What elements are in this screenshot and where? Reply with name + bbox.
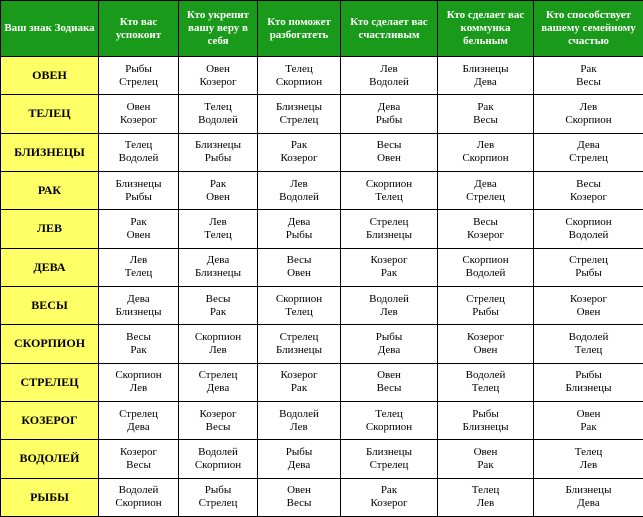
sign-name: Скорпион <box>565 215 612 228</box>
sign-name: Водолей <box>279 407 319 420</box>
header-happiness: Кто сделает вас счастливым <box>341 1 438 57</box>
sign-name: Лев <box>579 458 598 471</box>
sign-name: Скорпион <box>565 113 612 126</box>
cell-faith <box>179 133 258 171</box>
sign-name: Рыбы <box>285 228 313 241</box>
cell-faith <box>179 248 258 286</box>
sign-name: Стрелец <box>569 152 608 165</box>
cell-sociability <box>438 248 534 286</box>
sign-name: Овен <box>287 267 311 280</box>
sign-name: Близнецы <box>195 139 241 152</box>
sign-name: Весы <box>205 420 231 433</box>
cell-sociability <box>438 57 534 95</box>
sign-name: Лев <box>476 139 495 152</box>
sign-name: Козерог <box>280 369 318 382</box>
cell-calm <box>99 401 179 439</box>
sign-name: Овен <box>377 152 401 165</box>
cell-wealth <box>258 171 341 209</box>
cell-faith <box>179 325 258 363</box>
zodiac-sign-cell: ОВЕН <box>1 57 99 95</box>
sign-name: Водолей <box>118 484 159 497</box>
sign-name: Лев <box>209 343 227 356</box>
sign-name: Рыбы <box>125 190 152 203</box>
header-row <box>1 1 643 57</box>
sign-name: Весы <box>126 458 151 471</box>
zodiac-sign-cell: ВОДОЛЕЙ <box>1 440 99 478</box>
sign-name: Скорпион <box>365 420 413 433</box>
sign-name: Козерог <box>466 228 505 241</box>
cell-sociability <box>438 478 534 516</box>
sign-name: Овен <box>287 484 311 497</box>
cell-happiness <box>341 210 438 248</box>
cell-sociability <box>438 95 534 133</box>
sign-name: Весы <box>473 113 498 126</box>
sign-name: Стрелец <box>198 497 238 510</box>
zodiac-sign-cell: ДЕВА <box>1 248 99 286</box>
sign-name: Овен <box>576 407 601 420</box>
sign-name: Лев <box>129 254 148 267</box>
sign-name: Рак <box>477 100 494 113</box>
sign-name: Рыбы <box>472 305 499 318</box>
zodiac-sign-cell: СТРЕЛЕЦ <box>1 363 99 401</box>
cell-calm <box>99 171 179 209</box>
cell-happiness <box>341 401 438 439</box>
sign-name: Телец <box>285 62 313 75</box>
sign-name: Телец <box>375 407 403 420</box>
sign-name: Близнецы <box>366 445 412 458</box>
cell-calm <box>99 210 179 248</box>
cell-sociability <box>438 401 534 439</box>
cell-happiness <box>341 248 438 286</box>
sign-name: Овен <box>206 62 230 75</box>
sign-name: Дева <box>474 177 497 190</box>
sign-name: Рыбы <box>204 484 232 497</box>
cell-wealth <box>258 210 341 248</box>
sign-name: Скорпион <box>462 254 509 267</box>
sign-name: Рак <box>477 458 494 471</box>
sign-name: Телец <box>124 267 153 280</box>
sign-name: Рак <box>580 420 597 433</box>
cell-wealth <box>258 133 341 171</box>
sign-name: Весы <box>376 139 402 152</box>
cell-wealth <box>258 57 341 95</box>
cell-wealth <box>258 363 341 401</box>
sign-name: Дева <box>206 254 230 267</box>
sign-name: Лев <box>290 177 308 190</box>
cell-happiness <box>341 95 438 133</box>
sign-name: Скорпион <box>115 497 162 510</box>
cell-calm <box>99 478 179 516</box>
sign-name: Весы <box>286 254 312 267</box>
sign-name: Рак <box>290 139 308 152</box>
sign-name: Телец <box>574 445 603 458</box>
cell-family <box>534 286 643 324</box>
sign-name: Козерог <box>199 407 237 420</box>
cell-wealth <box>258 401 341 439</box>
sign-name: Дева <box>287 458 311 471</box>
sign-name: Близнецы <box>366 228 412 241</box>
zodiac-sign-cell: ВЕСЫ <box>1 286 99 324</box>
cell-happiness <box>341 478 438 516</box>
sign-name: Козерог <box>569 190 608 203</box>
sign-name: Скорпион <box>194 330 242 343</box>
sign-name: Близнецы <box>115 305 162 318</box>
cell-family <box>534 171 643 209</box>
cell-happiness <box>341 57 438 95</box>
cell-family <box>534 248 643 286</box>
sign-name: Дева <box>287 215 311 228</box>
zodiac-sign-cell: ТЕЛЕЦ <box>1 95 99 133</box>
sign-name: Рак <box>209 305 227 318</box>
sign-name: Весы <box>376 382 402 395</box>
header-calm: Кто вас успокоит <box>99 1 179 57</box>
cell-happiness <box>341 171 438 209</box>
cell-sociability <box>438 133 534 171</box>
sign-name: Рыбы <box>125 62 152 75</box>
sign-name: Стрелец <box>369 215 409 228</box>
cell-faith <box>179 478 258 516</box>
sign-name: Стрелец <box>119 407 158 420</box>
cell-happiness <box>341 325 438 363</box>
cell-faith <box>179 57 258 95</box>
zodiac-sign-cell: СКОРПИОН <box>1 325 99 363</box>
sign-name: Козерог <box>280 152 318 165</box>
sign-name: Лев <box>476 497 495 510</box>
zodiac-sign-cell: ЛЕВ <box>1 210 99 248</box>
table-row <box>1 248 643 286</box>
sign-name: Козерог <box>119 113 158 126</box>
table-row <box>1 325 643 363</box>
sign-name: Рыбы <box>472 407 499 420</box>
sign-name: Водолей <box>568 330 609 343</box>
sign-name: Весы <box>286 497 312 510</box>
sign-name: Овен <box>576 305 601 318</box>
sign-name: Водолей <box>465 267 506 280</box>
table-row <box>1 210 643 248</box>
sign-name: Лев <box>380 305 398 318</box>
sign-name: Козерог <box>569 292 608 305</box>
cell-wealth <box>258 248 341 286</box>
cell-sociability <box>438 363 534 401</box>
sign-name: Стрелец <box>569 254 608 267</box>
cell-family <box>534 401 643 439</box>
table-row <box>1 440 643 478</box>
sign-name: Весы <box>473 215 498 228</box>
cell-family <box>534 325 643 363</box>
cell-faith <box>179 286 258 324</box>
sign-name: Овен <box>206 190 230 203</box>
sign-name: Козерог <box>119 445 158 458</box>
sign-name: Телец <box>124 139 153 152</box>
sign-name: Водолей <box>369 292 409 305</box>
cell-calm <box>99 57 179 95</box>
sign-name: Близнецы <box>195 267 241 280</box>
sign-name: Весы <box>576 75 601 88</box>
sign-name: Стрелец <box>198 369 238 382</box>
sign-name: Лев <box>209 215 227 228</box>
cell-sociability <box>438 286 534 324</box>
sign-name: Весы <box>205 292 231 305</box>
table-row <box>1 171 643 209</box>
sign-name: Лев <box>380 62 398 75</box>
header-wealth: Кто поможет разбогатеть <box>258 1 341 57</box>
cell-calm <box>99 363 179 401</box>
cell-happiness <box>341 440 438 478</box>
cell-faith <box>179 401 258 439</box>
cell-calm <box>99 248 179 286</box>
sign-name: Стрелец <box>279 330 319 343</box>
table-header <box>1 1 643 57</box>
cell-wealth <box>258 95 341 133</box>
zodiac-sign-cell: БЛИЗНЕЦЫ <box>1 133 99 171</box>
cell-family <box>534 363 643 401</box>
sign-name: Близнецы <box>565 382 612 395</box>
header-zodiac-sign: Ваш знак Зодиака <box>1 1 99 57</box>
cell-wealth <box>258 440 341 478</box>
sign-name: Скорпион <box>194 458 242 471</box>
sign-name: Стрелец <box>279 113 319 126</box>
sign-name: Водолей <box>198 445 238 458</box>
sign-name: Дева <box>127 292 150 305</box>
cell-faith <box>179 210 258 248</box>
cell-family <box>534 478 643 516</box>
sign-name: Близнецы <box>462 420 509 433</box>
table-row <box>1 401 643 439</box>
zodiac-sign-cell: РАК <box>1 171 99 209</box>
sign-name: Лев <box>579 100 598 113</box>
sign-name: Водолей <box>198 113 238 126</box>
cell-sociability <box>438 440 534 478</box>
table-row <box>1 95 643 133</box>
sign-name: Дева <box>474 75 497 88</box>
sign-name: Скорпион <box>365 177 413 190</box>
sign-name: Рыбы <box>285 445 313 458</box>
sign-name: Рак <box>130 215 147 228</box>
sign-name: Рак <box>130 343 147 356</box>
cell-calm <box>99 286 179 324</box>
table-row <box>1 478 643 516</box>
sign-name: Скорпион <box>275 292 323 305</box>
table-row <box>1 286 643 324</box>
sign-name: Дева <box>377 100 401 113</box>
table-row <box>1 363 643 401</box>
cell-faith <box>179 95 258 133</box>
sign-name: Водолей <box>568 228 609 241</box>
sign-name: Телец <box>204 100 232 113</box>
sign-name: Рыбы <box>375 330 403 343</box>
sign-name: Овен <box>126 100 151 113</box>
sign-name: Водолей <box>465 369 506 382</box>
cell-wealth <box>258 286 341 324</box>
cell-wealth <box>258 478 341 516</box>
sign-name: Козерог <box>466 330 505 343</box>
sign-name: Рыбы <box>204 152 232 165</box>
sign-name: Близнецы <box>276 343 322 356</box>
sign-name: Телец <box>471 382 500 395</box>
cell-family <box>534 95 643 133</box>
sign-name: Лев <box>290 420 308 433</box>
sign-name: Стрелец <box>119 75 158 88</box>
sign-name: Дева <box>577 139 600 152</box>
sign-name: Стрелец <box>466 190 505 203</box>
table-row <box>1 133 643 171</box>
sign-name: Телец <box>375 190 403 203</box>
sign-name: Телец <box>204 228 232 241</box>
zodiac-sign-cell: КОЗЕРОГ <box>1 401 99 439</box>
cell-calm <box>99 133 179 171</box>
sign-name: Рыбы <box>375 113 403 126</box>
sign-name: Близнецы <box>276 100 322 113</box>
sign-name: Козерог <box>370 497 408 510</box>
header-faith: Кто укрепит вашу веру в себя <box>179 1 258 57</box>
sign-name: Овен <box>126 228 151 241</box>
sign-name: Телец <box>574 343 603 356</box>
cell-faith <box>179 171 258 209</box>
sign-name: Водолей <box>118 152 159 165</box>
sign-name: Стрелец <box>466 292 505 305</box>
cell-family <box>534 210 643 248</box>
cell-happiness <box>341 286 438 324</box>
sign-name: Телец <box>471 484 500 497</box>
sign-name: Овен <box>473 445 498 458</box>
cell-calm <box>99 325 179 363</box>
cell-calm <box>99 95 179 133</box>
sign-name: Близнецы <box>565 484 612 497</box>
cell-wealth <box>258 325 341 363</box>
cell-faith <box>179 440 258 478</box>
cell-family <box>534 440 643 478</box>
cell-sociability <box>438 325 534 363</box>
sign-name: Весы <box>576 177 601 190</box>
sign-name: Рыбы <box>575 267 602 280</box>
sign-name: Рак <box>209 177 227 190</box>
sign-name: Близнецы <box>115 177 162 190</box>
cell-happiness <box>341 133 438 171</box>
cell-faith <box>179 363 258 401</box>
sign-name: Дева <box>377 343 401 356</box>
sign-name: Рак <box>380 484 398 497</box>
sign-name: Близнецы <box>462 62 509 75</box>
sign-name: Дева <box>206 382 230 395</box>
sign-name: Козерог <box>199 75 237 88</box>
table-row <box>1 57 643 95</box>
sign-name: Рак <box>290 382 308 395</box>
cell-calm <box>99 440 179 478</box>
table-body <box>1 57 643 517</box>
cell-happiness <box>341 363 438 401</box>
header-family: Кто способствует вашему семейному счастью <box>534 1 643 57</box>
sign-name: Лев <box>129 382 148 395</box>
sign-name: Телец <box>285 305 313 318</box>
sign-name: Стрелец <box>369 458 409 471</box>
sign-name: Водолей <box>369 75 409 88</box>
zodiac-sign-cell: РЫБЫ <box>1 478 99 516</box>
sign-name: Овен <box>377 369 401 382</box>
sign-name: Весы <box>126 330 151 343</box>
sign-name: Овен <box>473 343 498 356</box>
sign-name: Водолей <box>279 190 319 203</box>
header-sociability: Кто сделает вас коммунка бельным <box>438 1 534 57</box>
sign-name: Скорпион <box>115 369 162 382</box>
cell-sociability <box>438 171 534 209</box>
sign-name: Скорпион <box>462 152 509 165</box>
sign-name: Скорпион <box>275 75 323 88</box>
cell-family <box>534 57 643 95</box>
sign-name: Рыбы <box>575 369 602 382</box>
sign-name: Козерог <box>370 254 408 267</box>
sign-name: Дева <box>577 497 600 510</box>
sign-name: Рак <box>380 267 398 280</box>
cell-family <box>534 133 643 171</box>
sign-name: Рак <box>580 62 597 75</box>
cell-sociability <box>438 210 534 248</box>
sign-name: Дева <box>127 420 150 433</box>
